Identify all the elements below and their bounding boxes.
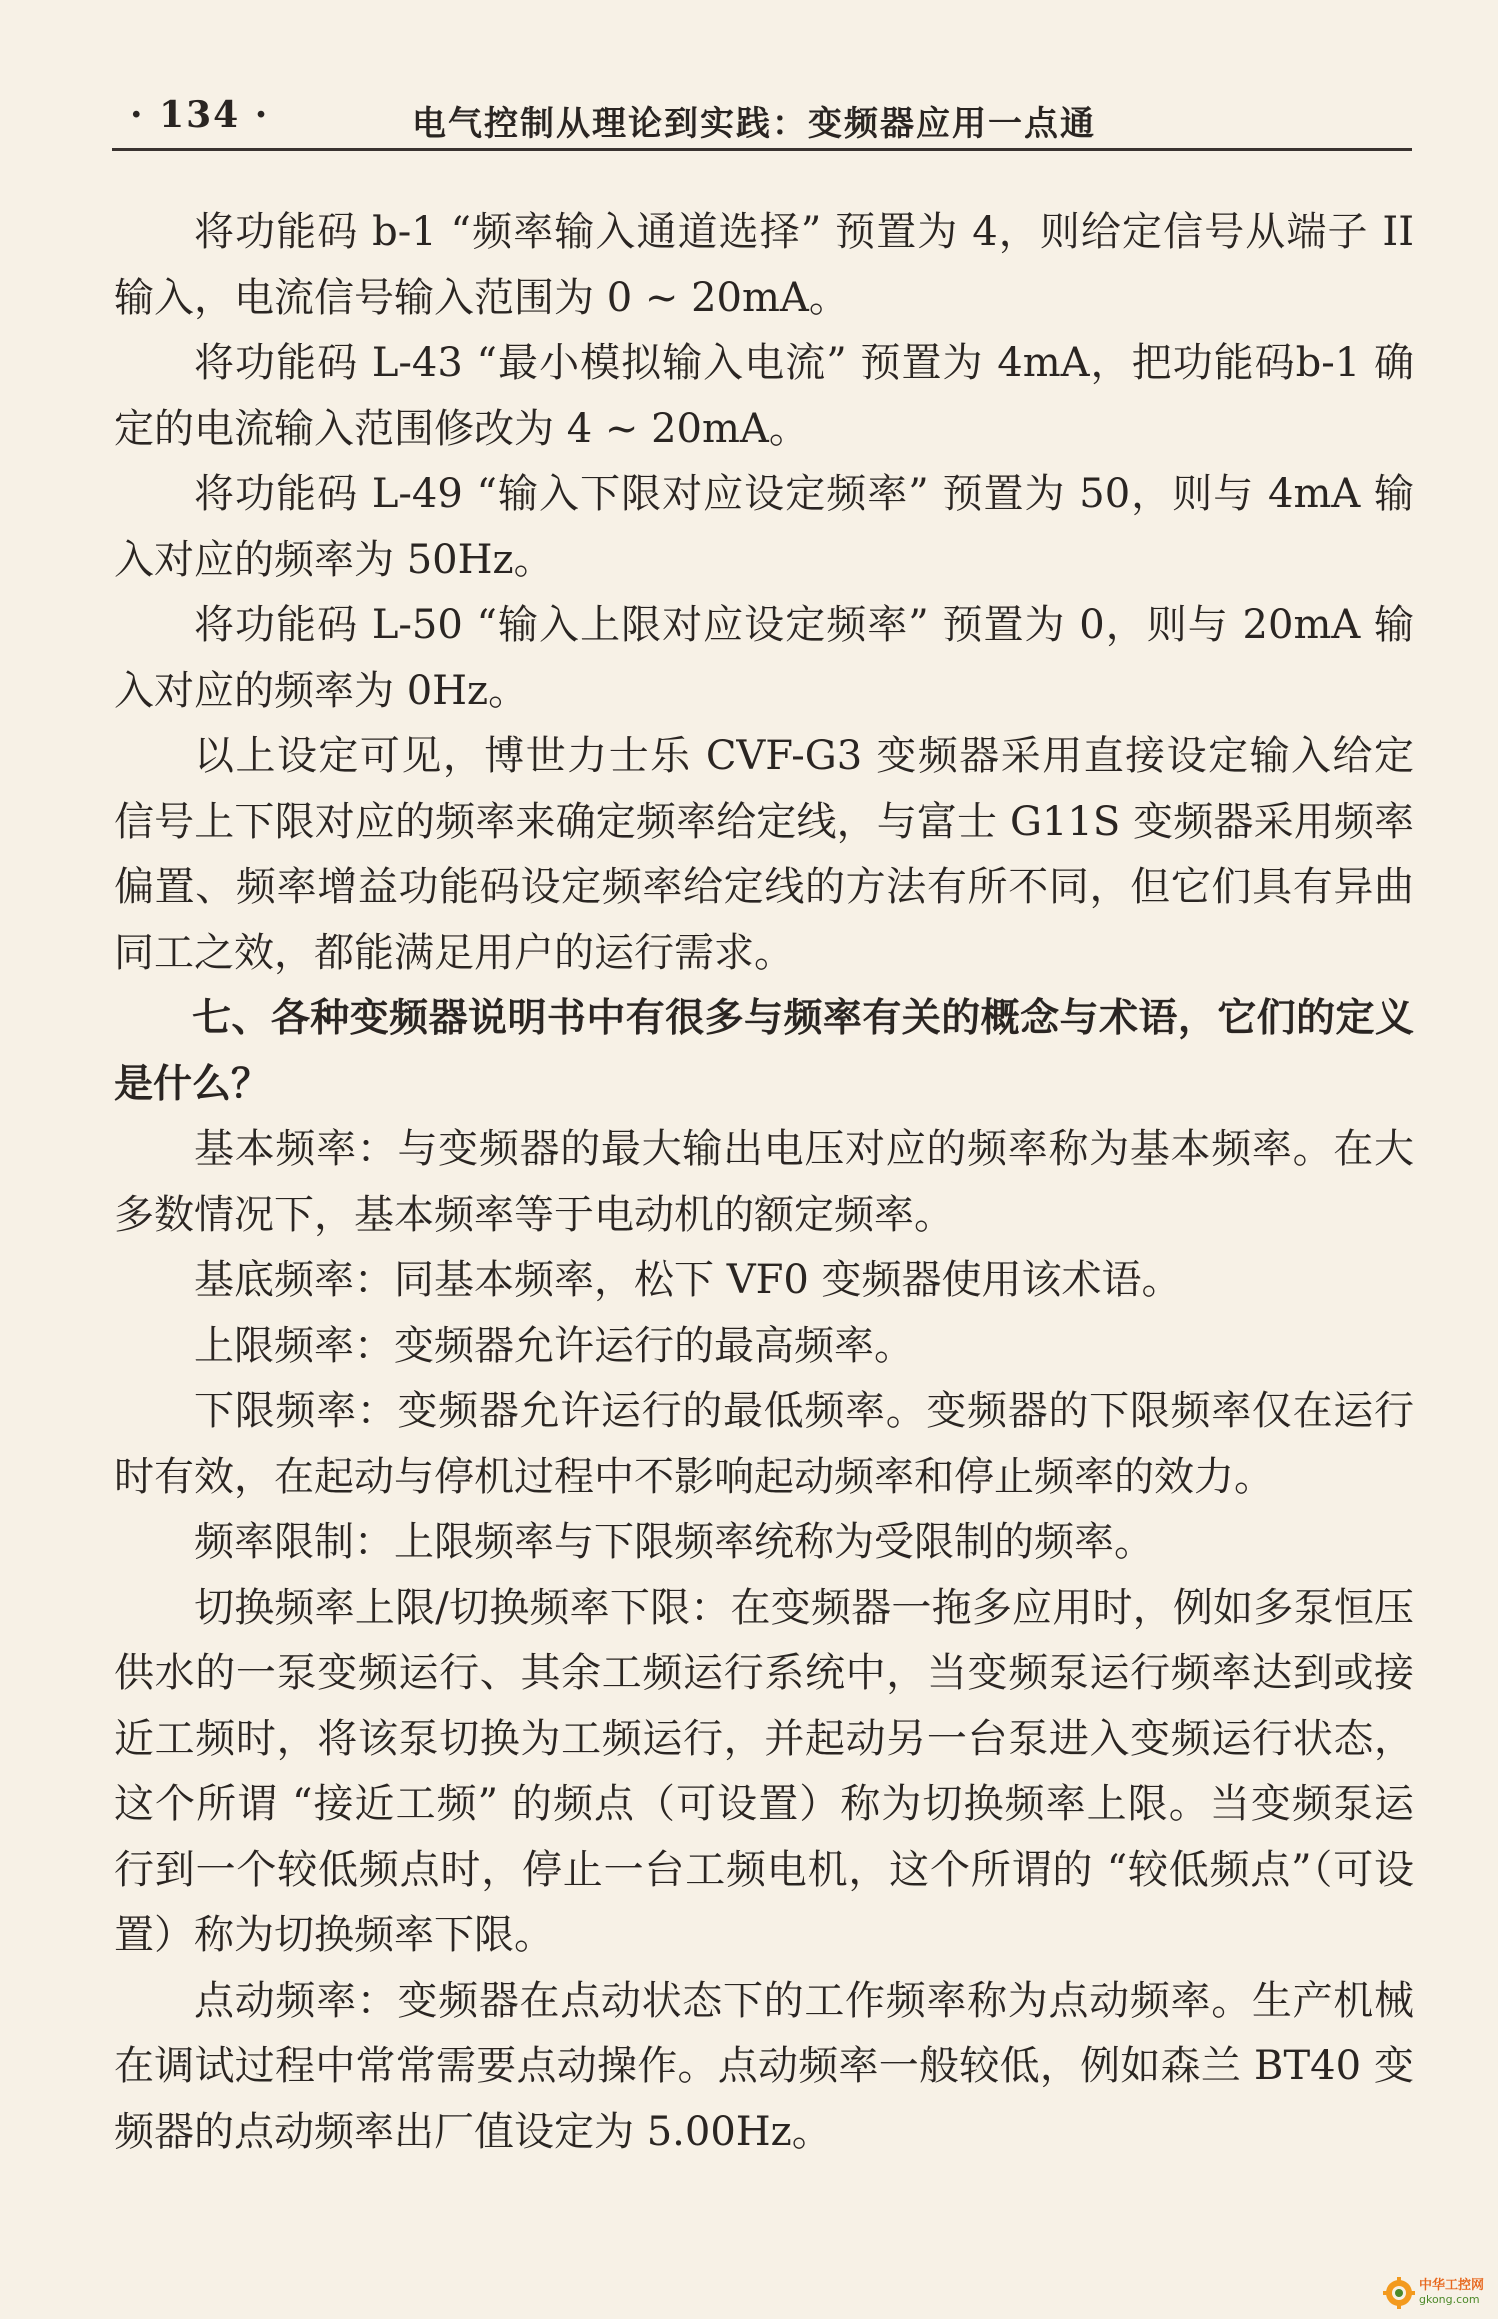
watermark-text xyxy=(1419,2279,1484,2307)
paragraph: 频率限制：上限频率与下限频率统称为受限制的频率。 xyxy=(194,1519,1154,1565)
page-number: · 134 · xyxy=(130,94,270,136)
paragraph: 以上设定可见，博世力士乐 CVF-G3 变频器采用直接设定输入给定信号上下限对应的频率来确定频率给定线，与富士 G11S 变频器采用频率偏置、频率增益功能码设定频率给定线的方法有所不同，但它们具有异曲同工之效，都能满足用户的运行需求。 xyxy=(114,733,1414,976)
paragraph: 基底频率：同基本频率，松下 VF0 变频器使用该术语。 xyxy=(194,1257,1182,1303)
paragraph: 将功能码 b-1 “频率输入通道选择” 预置为 4，则给定信号从端子 II 输入，电流信号输入范围为 0 ~ 20mA。 xyxy=(114,209,1414,321)
paragraph: 切换频率上限/切换频率下限：在变频器一拖多应用时，例如多泵恒压供水的一泵变频运行、其余工频运行系统中，当变频泵运行频率达到或接近工频时，将该泵切换为工频运行，并起动另一台泵进入变频运行状态，这个所谓 “接近工频” 的频点（可设置）称为切换频率上限。当变频泵运行到一个较低频点时，停止一台工频电机，这个所谓的 “较低频点”（可设置）称为切换频率下限。 xyxy=(114,1584,1414,1958)
watermark-cn-text: 中华工控网 xyxy=(1418,2278,1484,2293)
gear-flower-icon xyxy=(1383,2277,1415,2309)
paragraph: 将功能码 L-50 “输入上限对应设定频率” 预置为 0，则与 20mA 输入对应的频率为 0Hz。 xyxy=(114,602,1414,714)
paragraph: 下限频率：变频器允许运行的最低频率。变频器的下限频率仅在运行时有效，在起动与停机过程中不影响起动频率和停止频率的效力。 xyxy=(114,1388,1414,1500)
page-header xyxy=(112,88,1412,151)
body-text xyxy=(114,200,1414,2165)
paragraph: 将功能码 L-43 “最小模拟输入电流” 预置为 4mA，把功能码b-1 确定的电流输入范围修改为 4 ~ 20mA。 xyxy=(114,340,1414,452)
paragraph: 基本频率：与变频器的最大输出电压对应的频率称为基本频率。在大多数情况下，基本频率等于电动机的额定频率。 xyxy=(114,1126,1414,1238)
paragraph: 将功能码 L-49 “输入下限对应设定频率” 预置为 50，则与 4mA 输入对应的频率为 50Hz。 xyxy=(114,471,1414,583)
running-title: 电气控制从理论到实践：变频器应用一点通 xyxy=(412,104,1096,144)
section-heading: 七、各种变频器说明书中有很多与频率有关的概念与术语，它们的定义是什么？ xyxy=(114,996,1414,1107)
paragraph: 上限频率：变频器允许运行的最高频率。 xyxy=(194,1322,914,1369)
watermark-logo xyxy=(1383,2277,1484,2309)
paragraph: 点动频率：变频器在点动状态下的工作频率称为点动频率。生产机械在调试过程中常常需要点动操作。点动频率一般较低，例如森兰 BT40 变频器的点动频率出厂值设定为 5.00Hz。 xyxy=(114,1977,1414,2155)
watermark-url: gkong.com xyxy=(1418,2293,1480,2306)
